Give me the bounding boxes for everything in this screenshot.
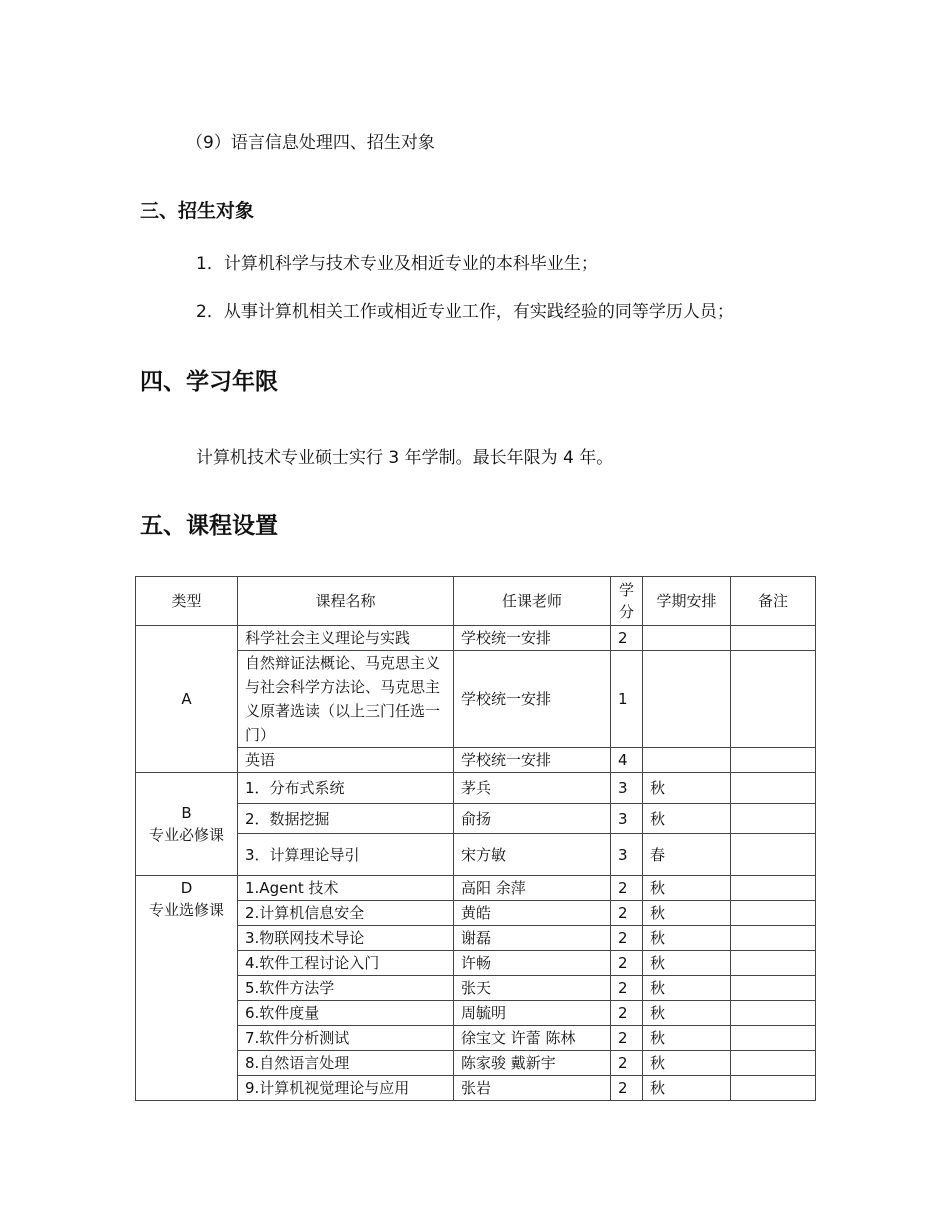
course-term: 秋 xyxy=(643,1076,731,1101)
course-teacher: 张岩 xyxy=(454,1076,611,1101)
table-row xyxy=(136,1001,816,1026)
course-note xyxy=(731,1076,816,1101)
table-row xyxy=(136,626,816,651)
course-credit: 3 xyxy=(611,804,643,834)
course-credit: 2 xyxy=(611,1076,643,1101)
header-term: 学期安排 xyxy=(643,577,731,626)
course-name: 6.软件度量 xyxy=(238,1001,454,1026)
table-row xyxy=(136,804,816,834)
course-name: 3.物联网技术导论 xyxy=(238,926,454,951)
course-teacher: 宋方敏 xyxy=(454,834,611,876)
course-name: 8.自然语言处理 xyxy=(238,1051,454,1076)
course-table xyxy=(135,576,816,1101)
course-name: 自然辩证法概论、马克思主义与社会科学方法论、马克思主义原著选读（以上三门任选一门） xyxy=(238,651,454,748)
table-row xyxy=(136,926,816,951)
course-note xyxy=(731,1001,816,1026)
course-term xyxy=(643,651,731,748)
course-note xyxy=(731,901,816,926)
table-header-row xyxy=(136,577,816,626)
course-teacher: 俞扬 xyxy=(454,804,611,834)
course-credit: 4 xyxy=(611,748,643,773)
course-credit: 2 xyxy=(611,1051,643,1076)
table-row xyxy=(136,748,816,773)
course-note xyxy=(731,626,816,651)
course-term: 秋 xyxy=(643,876,731,901)
admission-item-2: 2．从事计算机相关工作或相近专业工作，有实践经验的同等学历人员； xyxy=(196,302,734,322)
course-credit: 2 xyxy=(611,1026,643,1051)
course-teacher: 周毓明 xyxy=(454,1001,611,1026)
course-term: 秋 xyxy=(643,1026,731,1051)
table-row xyxy=(136,1051,816,1076)
course-credit: 3 xyxy=(611,834,643,876)
header-note: 备注 xyxy=(731,577,816,626)
course-teacher: 徐宝文 许蕾 陈林 xyxy=(454,1026,611,1051)
course-note xyxy=(731,748,816,773)
group-a-label: A xyxy=(136,626,238,773)
header-type: 类型 xyxy=(136,577,238,626)
course-term: 秋 xyxy=(643,804,731,834)
course-name: 英语 xyxy=(238,748,454,773)
header-course-name: 课程名称 xyxy=(238,577,454,626)
course-name: 2．数据挖掘 xyxy=(238,804,454,834)
course-teacher: 学校统一安排 xyxy=(454,651,611,748)
section-heading-3: 三、招生对象 xyxy=(140,200,255,222)
group-d-sublabel: 专业选修课 xyxy=(148,901,224,919)
course-term: 秋 xyxy=(643,773,731,804)
table-row xyxy=(136,1076,816,1101)
course-credit: 2 xyxy=(611,976,643,1001)
course-credit: 1 xyxy=(611,651,643,748)
course-name: 科学社会主义理论与实践 xyxy=(238,626,454,651)
course-term: 秋 xyxy=(643,926,731,951)
course-note xyxy=(731,976,816,1001)
course-teacher: 许畅 xyxy=(454,951,611,976)
course-name: 9.计算机视觉理论与应用 xyxy=(238,1076,454,1101)
course-credit: 2 xyxy=(611,926,643,951)
table-row xyxy=(136,1026,816,1051)
list-item-9: （9）语言信息处理四、招生对象 xyxy=(186,133,435,153)
table-row xyxy=(136,976,816,1001)
course-credit: 2 xyxy=(611,901,643,926)
group-b-sublabel: 专业必修课 xyxy=(148,826,224,844)
group-d-cell xyxy=(136,876,238,1101)
course-credit: 3 xyxy=(611,773,643,804)
course-teacher: 学校统一安排 xyxy=(454,626,611,651)
table-row xyxy=(136,901,816,926)
course-term: 秋 xyxy=(643,1001,731,1026)
course-note xyxy=(731,876,816,901)
course-term xyxy=(643,626,731,651)
course-note xyxy=(731,773,816,804)
course-note xyxy=(731,1051,816,1076)
course-note xyxy=(731,951,816,976)
table-row xyxy=(136,834,816,876)
course-term: 秋 xyxy=(643,901,731,926)
section-heading-4: 四、学习年限 xyxy=(140,369,278,395)
course-note xyxy=(731,1026,816,1051)
course-name: 7.软件分析测试 xyxy=(238,1026,454,1051)
course-credit: 2 xyxy=(611,626,643,651)
course-credit: 2 xyxy=(611,951,643,976)
table-row xyxy=(136,876,816,901)
table-row xyxy=(136,951,816,976)
course-teacher: 黄皓 xyxy=(454,901,611,926)
course-name: 4.软件工程讨论入门 xyxy=(238,951,454,976)
course-credit: 2 xyxy=(611,876,643,901)
study-duration-text: 计算机技术专业硕士实行 3 年学制。最长年限为 4 年。 xyxy=(196,448,614,468)
group-d-label: D xyxy=(180,879,193,897)
course-teacher: 陈家骏 戴新宇 xyxy=(454,1051,611,1076)
course-teacher: 张天 xyxy=(454,976,611,1001)
header-teacher: 任课老师 xyxy=(454,577,611,626)
course-note xyxy=(731,804,816,834)
course-note xyxy=(731,834,816,876)
course-teacher: 学校统一安排 xyxy=(454,748,611,773)
course-note xyxy=(731,926,816,951)
header-credit: 学分 xyxy=(611,577,643,626)
admission-item-1: 1．计算机科学与技术专业及相近专业的本科毕业生； xyxy=(196,254,598,274)
course-credit: 2 xyxy=(611,1001,643,1026)
course-term: 秋 xyxy=(643,951,731,976)
course-term: 秋 xyxy=(643,976,731,1001)
table-row xyxy=(136,773,816,804)
course-teacher: 茅兵 xyxy=(454,773,611,804)
group-b-label: B xyxy=(181,804,192,822)
group-b-cell xyxy=(136,773,238,876)
course-note xyxy=(731,651,816,748)
course-teacher: 高阳 余萍 xyxy=(454,876,611,901)
course-term: 春 xyxy=(643,834,731,876)
course-name: 2.计算机信息安全 xyxy=(238,901,454,926)
course-teacher: 谢磊 xyxy=(454,926,611,951)
section-heading-5: 五、课程设置 xyxy=(140,513,278,539)
course-name: 5.软件方法学 xyxy=(238,976,454,1001)
course-term xyxy=(643,748,731,773)
course-name: 3．计算理论导引 xyxy=(238,834,454,876)
course-term: 秋 xyxy=(643,1051,731,1076)
course-name: 1.Agent 技术 xyxy=(238,876,454,901)
course-name: 1．分布式系统 xyxy=(238,773,454,804)
table-row xyxy=(136,651,816,748)
